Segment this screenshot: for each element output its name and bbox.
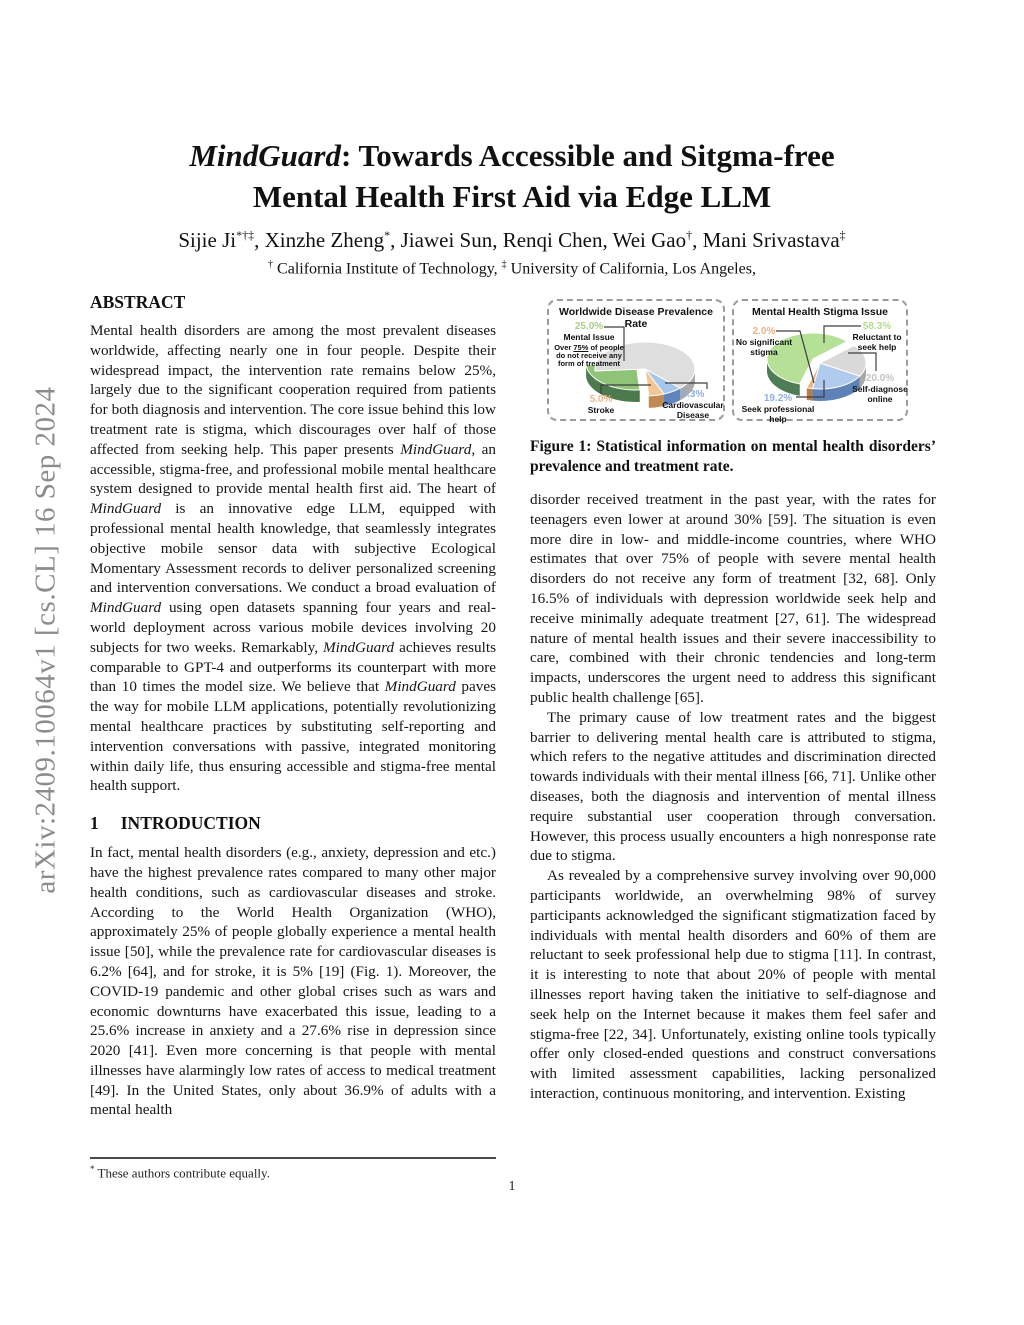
paper-title — [0, 135, 1024, 217]
figure-1 — [547, 299, 936, 424]
footnote-text: * These authors contribute equally. — [90, 1164, 270, 1181]
figure-panel-1 — [732, 299, 908, 424]
author: Wei Gao†, — [612, 228, 703, 252]
affiliation-line: † California Institute of Technology, ‡ University of California, Los Angeles, — [268, 259, 756, 278]
arxiv-id-text: arXiv:2409.10064v1 [cs.CL] 16 Sep 2024 — [29, 386, 62, 894]
body-paragraph-3: As revealed by a comprehensive survey involving over 90,000 participants worldwide, an overwhelming 98% of survey participants acknowledged the significant stigmatization faced by individuals with mental health disorders and 60% of them are reluctant to seek professional help due to stigma [11]. In contrast, it is interesting to note that about 20% of people with mental illnesses report having taken the initiative to self-diagnose and seek help on the Internet because it makes them feel safer and stigma-free [22, 34]. Unfortunately, existing online tools typically offer only closed-ended questions and construct conversations with limited assessment capabilities, lacking personalized interaction, continuous monitoring, and intervention. Existing — [530, 867, 936, 1102]
figure-panel-0 — [547, 299, 725, 421]
chart-label: 25.0% Mental Issue Over 75% of people do not receive any form of treatment — [554, 321, 624, 369]
author: Jiawei Sun, — [400, 228, 503, 252]
chart-label: 2.0% No significant stigma — [735, 326, 793, 357]
left-column — [90, 292, 496, 1120]
chart-label: 58.3% Reluctant to seek help — [852, 321, 902, 352]
author: Mani Srivastava‡ — [702, 228, 846, 252]
chart-label: 5.0% Stroke — [587, 394, 615, 416]
footnote-block — [90, 1157, 496, 1181]
chart-title-right: Mental Health Stigma Issue — [752, 306, 888, 318]
chart-label: 6.3% Cardiovascular Disease — [662, 389, 724, 420]
title-line-1: MindGuard: Towards Accessible and Sitgma-free — [189, 138, 835, 173]
author: Xinzhe Zheng*, — [264, 228, 401, 252]
introduction-heading — [90, 813, 496, 834]
author-line — [0, 228, 1024, 253]
author: Renqi Chen, — [502, 228, 613, 252]
title-line-2: Mental Health First Aid via Edge LLM — [252, 179, 772, 214]
introduction-paragraph: In fact, mental health disorders (e.g., anxiety, depression and etc.) have the highest prevalence rates compared to many other major health conditions, such as cardiovascular diseases and stroke. According to the World Health Organization (WHO), approximately 25% of people globally experience a mental health issue [50], while the prevalence rate for cardiovascular diseases is 6.2% [64], and for stroke, it is 5% [19] (Fig. 1). Moreover, the COVID-19 pandemic and other global crises such as wars and economic downturns have exacerbated this issue, leading to a 25.6% increase in anxiety and a 27.6% rise in depression since 2020 [41]. Even more concerning is that people with mental illnesses have alarmingly low rates of access to medical treatment [49]. In the United States, only about 36.9% of adults with a mental health — [90, 844, 496, 1119]
section-title: INTRODUCTION — [120, 813, 261, 834]
chart-title-left: Worldwide Disease Prevalence Rate — [559, 306, 713, 330]
chart-label: 19.2% Seek professional help — [741, 393, 815, 424]
abstract-heading: ABSTRACT — [90, 292, 186, 312]
chart-label: 20.0% Self-diagnose online — [852, 373, 908, 404]
section-number: 1 — [90, 813, 99, 834]
title-italic-term: MindGuard — [189, 138, 341, 173]
author: Sijie Ji*†‡, — [178, 228, 265, 252]
footnote-rule — [90, 1157, 496, 1159]
page-number: 1 — [508, 1179, 516, 1194]
right-column — [530, 292, 936, 1104]
figure-caption: Figure 1: Statistical information on mental health disorders’ prevalence and treatment rate. — [530, 438, 936, 475]
abstract-text: Mental health disorders are among the most prevalent diseases worldwide, affecting nearly one in four people. Despite their widespread impact, the intervention rate remains below 25%, largely due to the significant cooperation required from patients for both diagnosis and intervention. The core issue behind this low treatment rate is stigma, which discourages over half of those affected from seeking help. This paper presents MindGuard, an accessible, stigma-free, and professional mobile mental healthcare system designed to provide mental health first aid. The heart of MindGuard is an innovative edge LLM, equipped with professional mental health knowledge, that seamlessly integrates objective mobile sensor data with subjective Ecological Momentary Assessment records to deliver personalized screening and intervention conversations. We conduct a broad evaluation of MindGuard using open datasets spanning four years and real-world deployment across various mobile devices involving 20 subjects for two weeks. Remarkably, MindGuard achieves results comparable to GPT-4 and outperforms its counterpart with more than 10 times the model size. We believe that MindGuard paves the way for mobile LLM applications, potentially revolutionizing mental healthcare practices by substituting self-reporting and intervention conversations with passive, integrated monitoring within daily life, thus ensuring accessible and stigma-free mental health support. — [90, 322, 496, 795]
body-paragraph-1: disorder received treatment in the past year, with the rates for teenagers even lower at around 30% [59]. The situation is even more dire in low- and middle-income countries, where WHO estimates that over 75% of people with severe mental health disorders do not receive any form of treatment [32, 68]. Only 16.5% of individuals with depression worldwide seek help and receive minimally adequate treatment [27, 61]. The widespread nature of mental health issues and their severe inaccessibility to care, combined with their chronic tendencies and long-term impacts, underscores the urgent need to address this significant public health challenge [65]. — [530, 491, 936, 706]
body-paragraph-2: The primary cause of low treatment rates and the biggest barrier to delivering mental health care is attributed to stigma, which refers to the negative attitudes and discrimination directed towards individuals with their mental illness [66, 71]. Unlike other diseases, both the diagnosis and intervention of mental illness require substantial user cooperation through conversation. However, this process usually encounters a high nonresponse rate due to stigma. — [530, 708, 936, 865]
